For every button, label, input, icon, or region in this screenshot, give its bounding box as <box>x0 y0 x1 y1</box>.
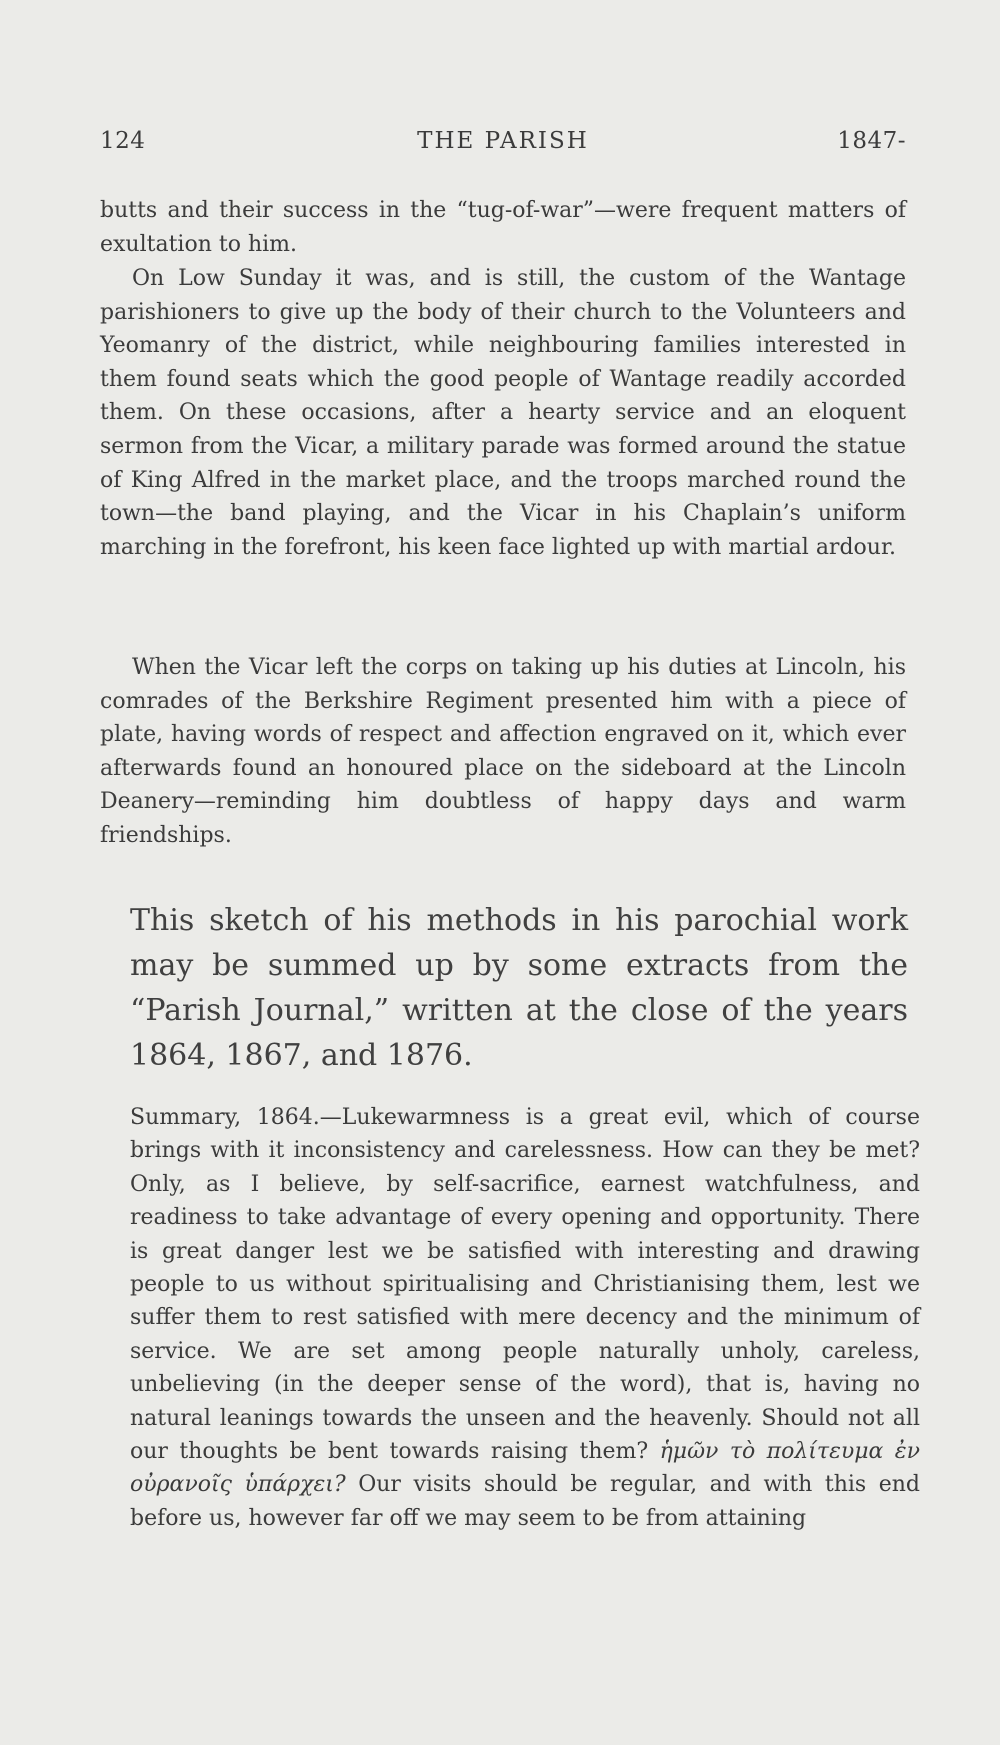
summary-text-part1: Summary, 1864.—Lukewarmness is a great evil, which of course brings with it inconsistency and carelessness. How can they be met? Only, as I believe, by self-sacrifice, earnest watchfulness, and readiness to take advantage of every opening and opportunity. There is great danger lest we be satisfied with interesting and drawing people to us without spiritualising and Christianising them, lest we suffer them to rest satisfied with mere decency and the minimum of service. We are set among people naturally unholy, careless, unbelieving (in the deeper sense of the word), that is, having no natural leanings towards the unseen and the heavenly. Should not all our thoughts be bent towards raising them? <box>130 1105 920 1465</box>
running-title: THE PARISH <box>417 128 589 154</box>
summary-1864 <box>130 1101 920 1535</box>
greek-quotation: ἡμῶν τὸ πολίτευμα ἐν οὐρανοῖς ὑπάρχει? <box>130 1439 920 1498</box>
intro-extracts-paragraph: This sketch of his methods in his parochial work may be summed up by some extracts from the “Parish Journal,” written at the close of the years 1864, 1867, and 1876. <box>130 903 908 1073</box>
summary-text-part2: Our visits should be regular, and with this end before us, however far off we may seem to be from attaining <box>130 1472 921 1531</box>
running-head <box>100 128 906 164</box>
running-year: 1847- <box>837 128 906 154</box>
paragraph-lincoln: When the Vicar left the corps on taking up his duties at Lincoln, his comrades of the Berkshire Regiment presented him with a piece of plate, having words of respect and affection engraved on it, which ever afterwards found an honoured place on the sideboard at the Lincoln Deanery—reminding him doubtless of happy days and warm friendships. <box>100 655 906 848</box>
page-number: 124 <box>100 128 146 154</box>
paragraph-continuation: butts and their success in the “tug-of-war”—were frequent matters of exultation to him. <box>100 198 906 257</box>
paragraph-low-sunday: On Low Sunday it was, and is still, the custom of the Wantage parishioners to give up the body of their church to the Volunteers and Yeomanry of the district, while neighbouring families interested in them found seats which the good people of Wantage readily accorded them. On these occasions, after a hearty service and an eloquent sermon from the Vicar, a military parade was formed around the statue of King Alfred in the market place, and the troops marched round the town—the band playing, and the Vicar in his Chaplain’s uniform marching in the forefront, his keen face lighted up with martial ardour. <box>100 266 906 560</box>
